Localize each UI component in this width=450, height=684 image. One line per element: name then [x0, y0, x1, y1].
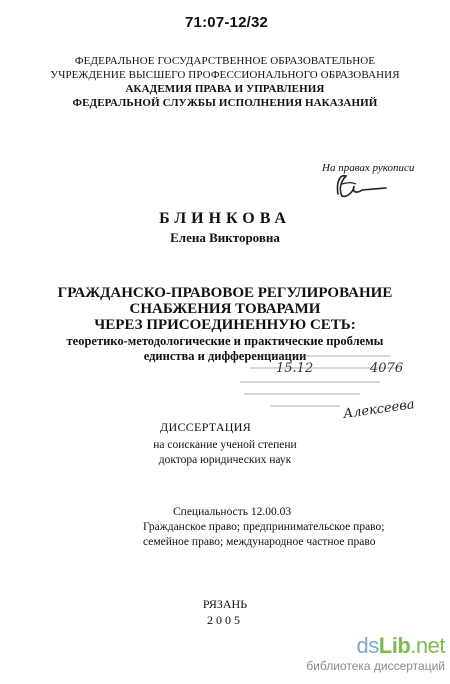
- stamp-date: 15.12: [276, 361, 314, 376]
- institution-line-2: УЧРЕЖДЕНИЕ ВЫСШЕГО ПРОФЕССИОНАЛЬНОГО ОБРАЗОВАНИЯ: [50, 69, 400, 81]
- institution-header: [0, 54, 450, 110]
- handwritten-signature: [332, 170, 392, 202]
- manuscript-note: На правах рукописи: [322, 162, 415, 174]
- logo-ds: ds: [356, 633, 379, 658]
- specialty-line-2: Гражданское право; предпринимательское право;: [143, 521, 385, 533]
- dslib-tagline: библиотека диссертаций: [306, 659, 445, 673]
- year: 2005: [207, 613, 243, 627]
- logo-lib: Lib: [378, 633, 411, 658]
- subtitle-line-1: теоретико-методологические и практические проблемы: [66, 334, 384, 348]
- title-line-2: СНАБЖЕНИЯ ТОВАРАМИ: [129, 301, 321, 317]
- specialty-code: Специальность 12.00.03: [173, 506, 292, 518]
- author-name: Елена Викторовна: [170, 230, 280, 245]
- dissertation-label: ДИССЕРТАЦИЯ: [160, 420, 252, 434]
- city: РЯЗАНЬ: [202, 597, 248, 611]
- city-year: [0, 596, 450, 628]
- institution-line-1: ФЕДЕРАЛЬНОЕ ГОСУДАРСТВЕННОЕ ОБРАЗОВАТЕЛЬНОЕ: [74, 55, 376, 67]
- specialty-line-3: семейное право; международное частное право: [143, 536, 376, 548]
- institution-line-3: АКАДЕМИЯ ПРАВА И УПРАВЛЕНИЯ: [125, 83, 325, 95]
- dslib-watermark: [306, 633, 445, 677]
- degree-line-1: на соискание ученой степени: [153, 439, 297, 451]
- degree-line-2: доктора юридических наук: [158, 454, 292, 466]
- dslib-logo: [357, 633, 445, 659]
- logo-net: .net: [410, 633, 445, 658]
- stamp-number: 4076: [370, 361, 404, 376]
- author-surname: БЛИНКОВА: [159, 210, 291, 227]
- library-stamp: [240, 348, 440, 438]
- degree-info: [0, 438, 450, 468]
- title-line-3: ЧЕРЕЗ ПРИСОЕДИНЕННУЮ СЕТЬ:: [94, 317, 356, 333]
- institution-line-4: ФЕДЕРАЛЬНОЙ СЛУЖБЫ ИСПОЛНЕНИЯ НАКАЗАНИЙ: [72, 97, 378, 109]
- title-line-1: ГРАЖДАНСКО-ПРАВОВОЕ РЕГУЛИРОВАНИЕ: [57, 285, 393, 301]
- specialty-block: [143, 505, 385, 550]
- catalog-number: 71:07-12/32: [185, 14, 269, 31]
- dissertation-title: [0, 285, 450, 333]
- stamp-signature: Алексеева: [342, 397, 416, 422]
- subtitle-line-2: единства и дифференциации: [143, 349, 307, 363]
